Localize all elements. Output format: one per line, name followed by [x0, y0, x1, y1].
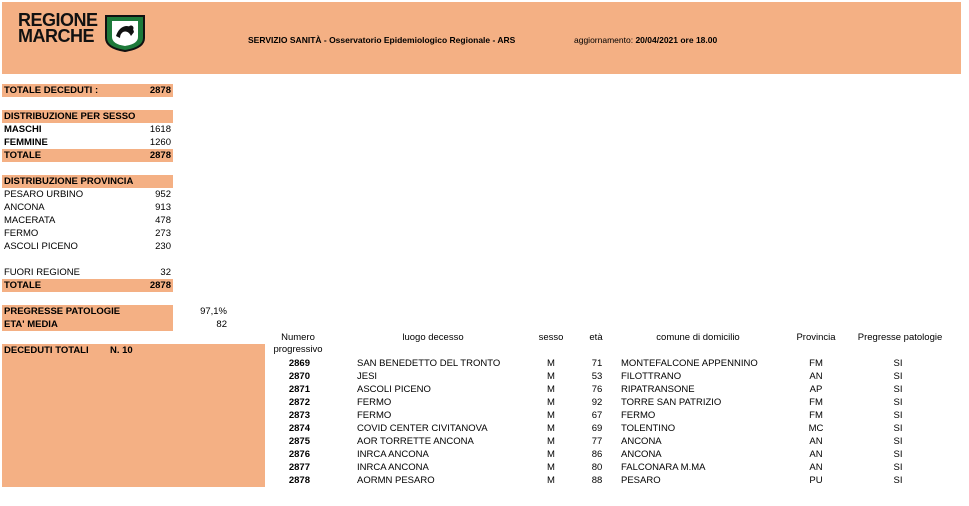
sesso-title-row [2, 110, 173, 123]
cell-luogo: SAN BENEDETTO DEL TRONTO [357, 358, 501, 369]
header-eta: età [589, 332, 603, 343]
header-comune: comune di domicilio [656, 332, 740, 343]
cell-patologie: SI [893, 436, 903, 447]
header-luogo: luogo decesso [402, 332, 464, 343]
regione-marche-logo [18, 12, 98, 44]
cell-comune: ANCONA [621, 436, 662, 447]
cell-eta: 92 [591, 397, 603, 408]
fuori-regione-label: FUORI REGIONE [4, 267, 81, 278]
cell-sesso: M [547, 397, 555, 408]
cell-eta: 53 [591, 371, 603, 382]
provincia-row [2, 201, 173, 214]
provincia-label: FERMO [4, 228, 39, 239]
cell-comune: FILOTTRANO [621, 371, 682, 382]
cell-sesso: M [547, 384, 555, 395]
cell-sesso: M [547, 436, 555, 447]
cell-comune: MONTEFALCONE APPENNINO [621, 358, 758, 369]
cell-provincia: PU [809, 475, 823, 486]
table-row [268, 461, 958, 474]
sesso-label: FEMMINE [4, 137, 48, 148]
cell-sesso: M [547, 423, 555, 434]
fuori-regione-value: 32 [160, 267, 171, 278]
header-sesso: sesso [538, 332, 564, 343]
provincia-value: 273 [155, 228, 171, 239]
cell-provincia: AN [809, 462, 823, 473]
cell-numero: 2871 [288, 384, 310, 395]
cell-comune: FERMO [621, 410, 656, 421]
cell-patologie: SI [893, 384, 903, 395]
sesso-row [2, 123, 173, 136]
table-row [268, 474, 958, 487]
cell-eta: 88 [591, 475, 603, 486]
cell-patologie: SI [893, 371, 903, 382]
sesso-total-label: TOTALE [4, 150, 42, 161]
cell-eta: 76 [591, 384, 603, 395]
provincia-label: ASCOLI PICENO [4, 241, 78, 252]
provincia-value: 230 [155, 241, 171, 252]
cell-sesso: M [547, 410, 555, 421]
cell-patologie: SI [893, 358, 903, 369]
cell-numero: 2872 [288, 397, 310, 408]
eta-row [2, 318, 173, 331]
update-info [574, 35, 717, 45]
deceduti-totali-label: DECEDUTI TOTALI [4, 345, 89, 356]
sesso-value: 1618 [149, 124, 171, 135]
table-row [268, 435, 958, 448]
table-row [268, 448, 958, 461]
cell-luogo: COVID CENTER CIVITANOVA [357, 423, 488, 434]
fuori-regione-row [2, 266, 173, 279]
table-row [268, 357, 958, 370]
cell-provincia: FM [809, 397, 823, 408]
cell-luogo: AORMN PESARO [357, 475, 435, 486]
header-patologie: Pregresse patologie [857, 332, 943, 343]
provincia-label: ANCONA [4, 202, 45, 213]
cell-numero: 2877 [288, 462, 310, 473]
provincia-title: DISTRIBUZIONE PROVINCIA [4, 176, 134, 187]
cell-provincia: MC [808, 423, 824, 434]
cell-luogo: INRCA ANCONA [357, 462, 429, 473]
cell-comune: RIPATRANSONE [621, 384, 695, 395]
provincia-total-label: TOTALE [4, 280, 42, 291]
cell-numero: 2873 [288, 410, 310, 421]
cell-comune: FALCONARA M.MA [621, 462, 706, 473]
cell-patologie: SI [893, 449, 903, 460]
table-row [268, 383, 958, 396]
totale-deceduti-value: 2878 [149, 85, 171, 96]
cell-sesso: M [547, 358, 555, 369]
provincia-row [2, 188, 173, 201]
cell-sesso: M [547, 449, 555, 460]
cell-luogo: JESI [357, 371, 378, 382]
logo-line1: REGIONE [18, 10, 98, 30]
provincia-total-row [2, 279, 173, 292]
cell-eta: 67 [591, 410, 603, 421]
provincia-label: PESARO URBINO [4, 189, 84, 200]
header-numero [268, 332, 328, 356]
cell-eta: 69 [591, 423, 603, 434]
sesso-total-value: 2878 [149, 150, 171, 161]
cell-comune: PESARO [621, 475, 661, 486]
cell-numero: 2876 [288, 449, 310, 460]
provincia-total-value: 2878 [149, 280, 171, 291]
cell-provincia: AN [809, 449, 823, 460]
provincia-title-row [2, 175, 173, 188]
cell-comune: TORRE SAN PATRIZIO [621, 397, 722, 408]
provincia-value: 478 [155, 215, 171, 226]
provincia-row [2, 214, 173, 227]
provincia-label: MACERATA [4, 215, 56, 226]
header-numero-line1: Numero [281, 332, 315, 343]
service-title: SERVIZIO SANITÀ - Osservatorio Epidemiologico Regionale - ARS [248, 35, 516, 45]
cell-patologie: SI [893, 462, 903, 473]
cell-sesso: M [547, 475, 555, 486]
cell-eta: 80 [591, 462, 603, 473]
cell-provincia: FM [809, 358, 823, 369]
regione-marche-emblem-icon [104, 14, 146, 52]
cell-luogo: INRCA ANCONA [357, 449, 429, 460]
header-provincia: Provincia [796, 332, 836, 343]
cell-provincia: FM [809, 410, 823, 421]
sesso-value: 1260 [149, 137, 171, 148]
cell-luogo: FERMO [357, 410, 392, 421]
cell-numero: 2874 [288, 423, 310, 434]
cell-comune: ANCONA [621, 449, 662, 460]
patologie-row [2, 305, 173, 318]
cell-sesso: M [547, 462, 555, 473]
cell-patologie: SI [893, 397, 903, 408]
cell-luogo: FERMO [357, 397, 392, 408]
logo-line2: MARCHE [18, 26, 94, 46]
sesso-label: MASCHI [4, 124, 42, 135]
cell-eta: 86 [591, 449, 603, 460]
cell-patologie: SI [893, 410, 903, 421]
cell-provincia: AP [809, 384, 823, 395]
update-label: aggiornamento: [574, 35, 634, 45]
deceduti-totali-block [2, 344, 265, 487]
table-row [268, 422, 958, 435]
cell-luogo: ASCOLI PICENO [357, 384, 431, 395]
table-row [268, 409, 958, 422]
cell-comune: TOLENTINO [621, 423, 676, 434]
patologie-value: 97,1% [200, 306, 227, 317]
cell-provincia: AN [809, 436, 823, 447]
sesso-total-row [2, 149, 173, 162]
totale-deceduti-row [2, 84, 173, 97]
eta-value: 82 [216, 319, 227, 330]
cell-patologie: SI [893, 475, 903, 486]
cell-patologie: SI [893, 423, 903, 434]
cell-eta: 77 [591, 436, 603, 447]
cell-luogo: AOR TORRETTE ANCONA [357, 436, 474, 447]
sesso-title: DISTRIBUZIONE PER SESSO [4, 111, 136, 122]
cell-numero: 2878 [288, 475, 310, 486]
header-numero-line2: progressivo [273, 344, 323, 355]
eta-label: ETA' MEDIA [4, 319, 58, 330]
totale-deceduti-label: TOTALE DECEDUTI : [4, 85, 99, 96]
provincia-row [2, 240, 173, 253]
provincia-value: 952 [155, 189, 171, 200]
patologie-label: PREGRESSE PATOLOGIE [4, 306, 121, 317]
provincia-value: 913 [155, 202, 171, 213]
cell-sesso: M [547, 371, 555, 382]
table-row [268, 396, 958, 409]
deceduti-totali-value: N. 10 [110, 345, 133, 356]
cell-eta: 71 [591, 358, 603, 369]
provincia-row [2, 227, 173, 240]
cell-provincia: AN [809, 371, 823, 382]
table-row [268, 370, 958, 383]
cell-numero: 2875 [288, 436, 310, 447]
sesso-row [2, 136, 173, 149]
update-value: 20/04/2021 ore 18.00 [635, 35, 718, 45]
cell-numero: 2869 [288, 358, 310, 369]
cell-numero: 2870 [288, 371, 310, 382]
